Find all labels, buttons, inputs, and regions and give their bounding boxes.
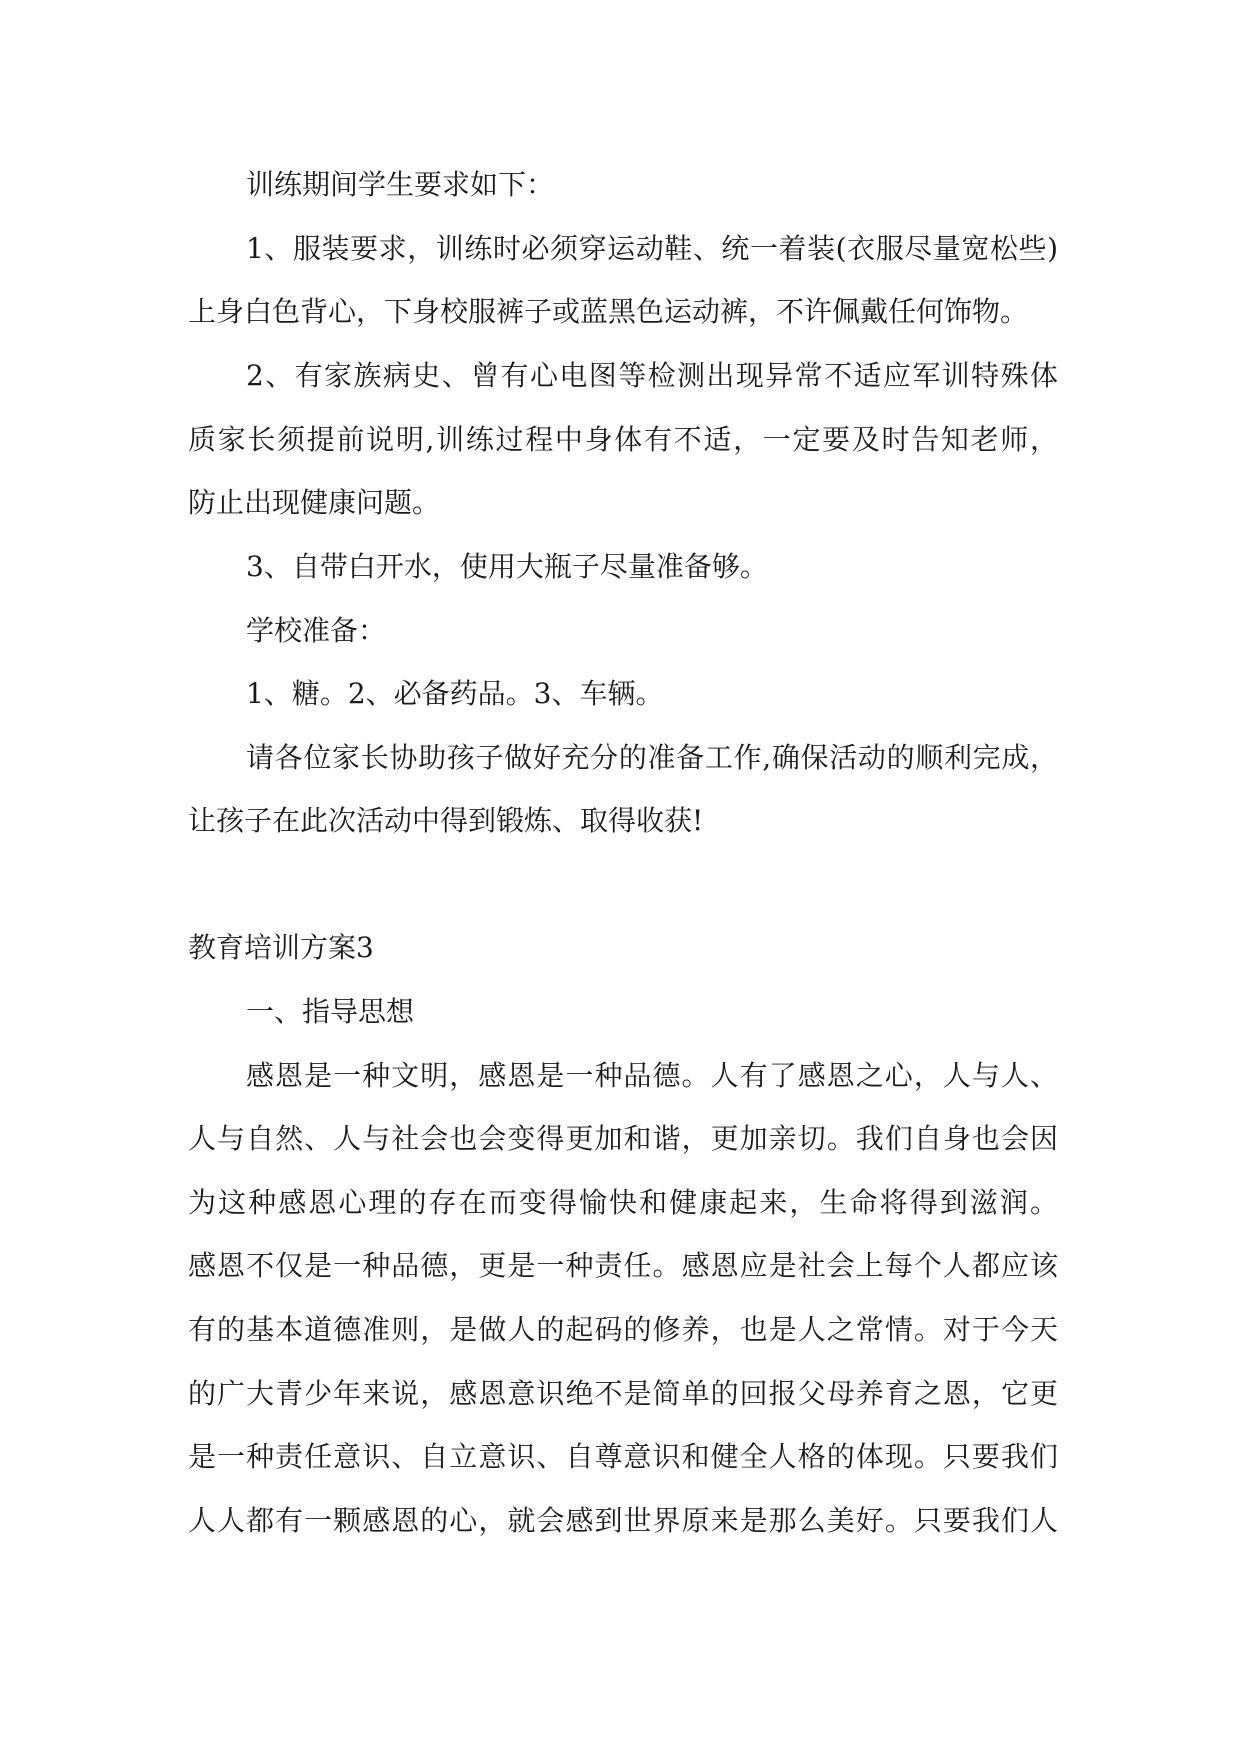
- paragraph-line-1: 感恩是一种文明，感恩是一种品德。人有了感恩之心，人与人、: [246, 1059, 1058, 1092]
- requirements-heading: 训练期间学生要求如下：: [246, 168, 555, 201]
- requirement-2-line-3: 防止出现健康问题。: [188, 486, 441, 519]
- paragraph-line-4: 感恩不仅是一种品德，更是一种责任。感恩应是社会上每个人都应该: [188, 1249, 1058, 1282]
- requirement-3: 3、自带白开水，使用大瓶子尽量准备够。: [246, 550, 768, 583]
- section-subheading: 一、指导思想: [246, 995, 415, 1028]
- requirement-2-line-2: 质家长须提前说明,训练过程中身体有不适，一定要及时告知老师，: [188, 423, 1058, 456]
- closing-line-1: 请各位家长协助孩子做好充分的准备工作,确保活动的顺利完成，: [246, 741, 1058, 774]
- paragraph-line-2: 人与自然、人与社会也会变得更加和谐，更加亲切。我们自身也会因: [188, 1122, 1058, 1155]
- paragraph-line-7: 是一种责任意识、自立意识、自尊意识和健全人格的体现。只要我们: [188, 1440, 1058, 1473]
- paragraph-line-8: 人人都有一颗感恩的心，就会感到世界原来是那么美好。只要我们人: [188, 1504, 1058, 1537]
- requirement-1-line-1: 1、服装要求，训练时必须穿运动鞋、统一着装(衣服尽量宽松些): [246, 232, 1058, 265]
- closing-line-2: 让孩子在此次活动中得到锻炼、取得收获!: [188, 804, 704, 837]
- paragraph-line-5: 有的基本道德准则，是做人的起码的修养，也是人之常情。对于今天: [188, 1313, 1058, 1346]
- paragraph-line-6: 的广大青少年来说，感恩意识绝不是简单的回报父母养育之恩，它更: [188, 1377, 1058, 1410]
- requirement-2-line-1: 2、有家族病史、曾有心电图等检测出现异常不适应军训特殊体: [246, 359, 1058, 392]
- paragraph-line-3: 为这种感恩心理的存在而变得愉快和健康起来，生命将得到滋润。: [188, 1186, 1058, 1219]
- requirement-1-line-2: 上身白色背心，下身校服裤子或蓝黑色运动裤，不许佩戴任何饰物。: [188, 295, 1029, 328]
- section-title: 教育培训方案3: [188, 931, 374, 964]
- school-preparation-heading: 学校准备：: [246, 614, 387, 647]
- school-preparation-items: 1、糖。2、必备药品。3、车辆。: [246, 677, 664, 710]
